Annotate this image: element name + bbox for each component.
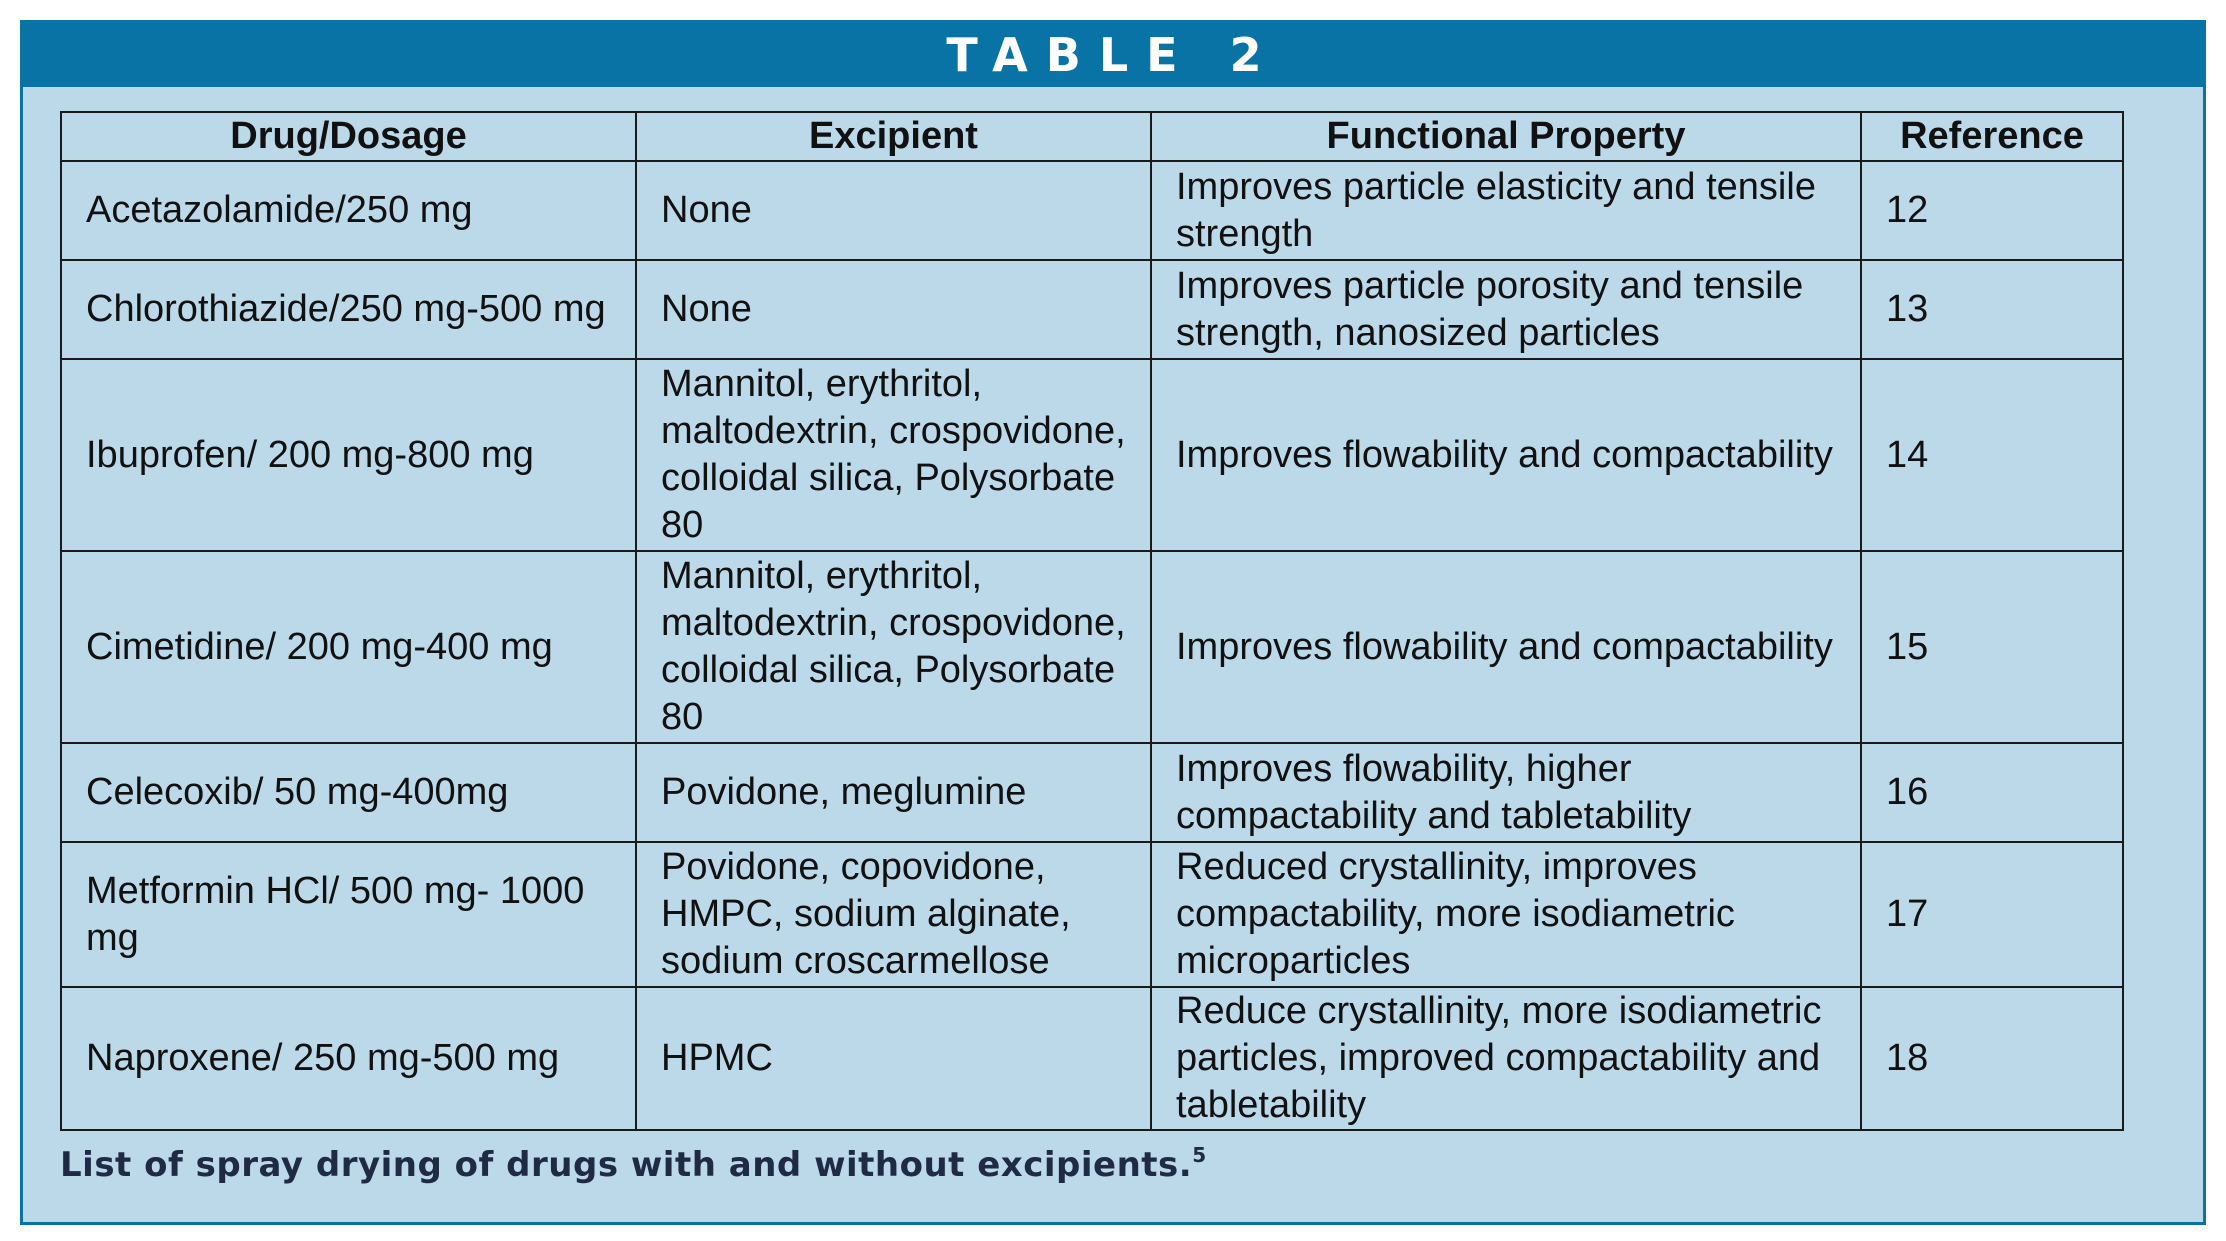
property-cell: Improves particle elasticity and tensile strength	[1151, 161, 1861, 260]
table-row	[61, 161, 2123, 260]
excipient-cell: Mannitol, erythritol, maltodextrin, crospovidone, colloidal silica, Polysorbate 80	[636, 551, 1151, 743]
excipient-cell: Povidone, copovidone, HMPC, sodium alginate, sodium croscarmellose	[636, 842, 1151, 987]
excipient-cell: Povidone, meglumine	[636, 743, 1151, 842]
reference-cell: 13	[1861, 260, 2123, 359]
header-excipient: Excipient	[636, 112, 1151, 161]
drug-cell: Ibuprofen/ 200 mg-800 mg	[61, 359, 636, 551]
excipient-cell: HPMC	[636, 987, 1151, 1130]
drug-cell: Naproxene/ 250 mg-500 mg	[61, 987, 636, 1130]
data-table	[60, 111, 2124, 1131]
property-cell: Reduced crystallinity, improves compactability, more isodiametric microparticles	[1151, 842, 1861, 987]
header-functional-property: Functional Property	[1151, 112, 1861, 161]
table-row	[61, 551, 2123, 743]
table-row	[61, 260, 2123, 359]
table-row	[61, 359, 2123, 551]
excipient-cell: None	[636, 260, 1151, 359]
header-drug-dosage: Drug/Dosage	[61, 112, 636, 161]
reference-cell: 17	[1861, 842, 2123, 987]
header-row	[61, 112, 2123, 161]
caption-text: List of spray drying of drugs with and without excipients.	[60, 1145, 1193, 1185]
reference-cell: 14	[1861, 359, 2123, 551]
table-caption	[60, 1145, 1207, 1185]
drug-cell: Chlorothiazide/250 mg-500 mg	[61, 260, 636, 359]
property-cell: Improves particle porosity and tensile strength, nanosized particles	[1151, 260, 1861, 359]
drug-cell: Celecoxib/ 50 mg-400mg	[61, 743, 636, 842]
excipient-cell: Mannitol, erythritol, maltodextrin, crospovidone, colloidal silica, Polysorbate 80	[636, 359, 1151, 551]
property-cell: Improves flowability and compactability	[1151, 551, 1861, 743]
table-row	[61, 842, 2123, 987]
table-row	[61, 743, 2123, 842]
caption-footnote-ref: 5	[1192, 1143, 1207, 1167]
property-cell: Improves flowability, higher compactability and tabletability	[1151, 743, 1861, 842]
reference-cell: 18	[1861, 987, 2123, 1130]
reference-cell: 16	[1861, 743, 2123, 842]
drug-cell: Cimetidine/ 200 mg-400 mg	[61, 551, 636, 743]
excipient-cell: None	[636, 161, 1151, 260]
drug-cell: Metformin HCl/ 500 mg- 1000 mg	[61, 842, 636, 987]
property-cell: Improves flowability and compactability	[1151, 359, 1861, 551]
table-row	[61, 987, 2123, 1130]
drug-cell: Acetazolamide/250 mg	[61, 161, 636, 260]
table-panel	[20, 20, 2206, 1225]
reference-cell: 15	[1861, 551, 2123, 743]
table-title: TABLE 2	[23, 23, 2203, 87]
property-cell: Reduce crystallinity, more isodiametric particles, improved compactability and tabletability	[1151, 987, 1861, 1130]
reference-cell: 12	[1861, 161, 2123, 260]
header-reference: Reference	[1861, 112, 2123, 161]
